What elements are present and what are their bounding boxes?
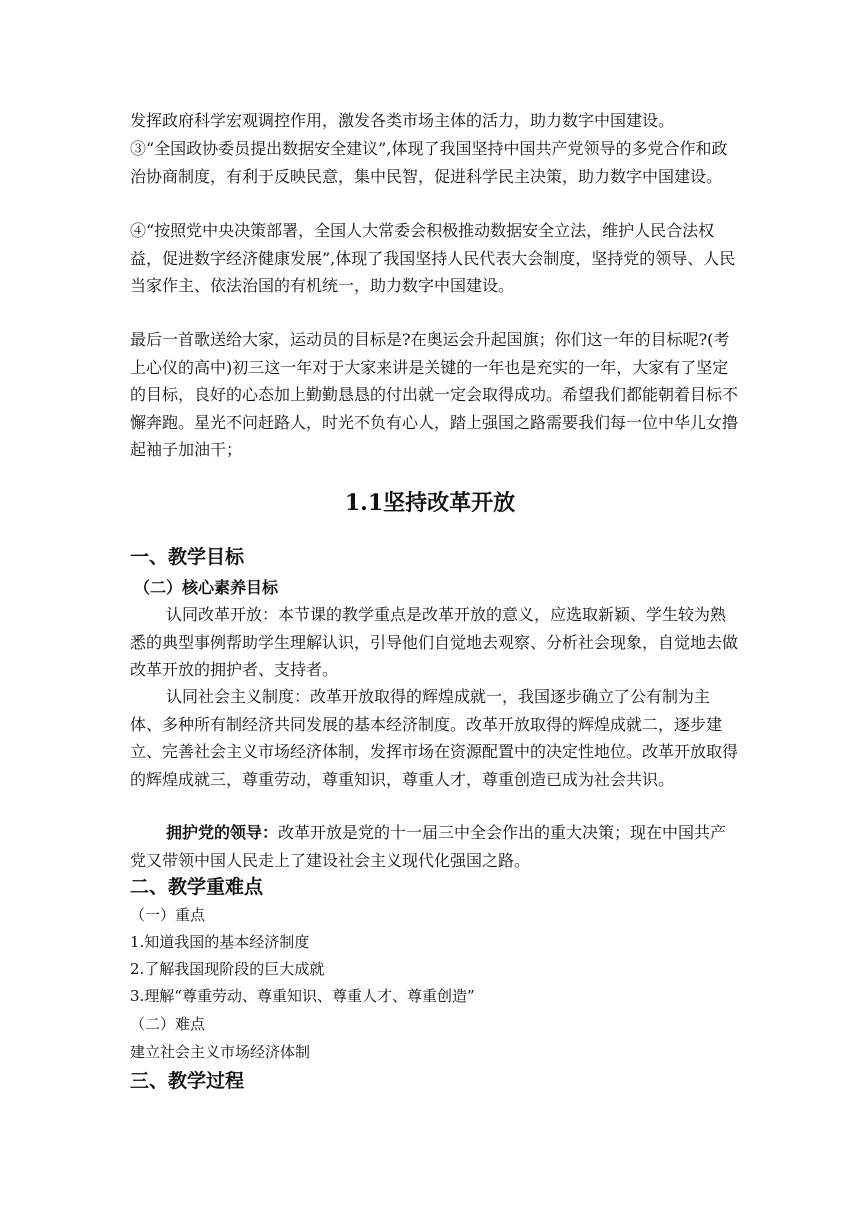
- difficult-point-item: 建立社会主义市场经济体制: [130, 1043, 311, 1061]
- section-key-difficult-points: 二、教学重难点: [130, 876, 264, 898]
- goal-party-leadership-lead: 拥护党的领导：: [166, 823, 279, 842]
- goal-party-leadership: [130, 819, 740, 874]
- closing-paragraph: 最后一首歌送给大家，运动员的目标是?在奥运会升起国旗；你们这一年的目标呢?(考上心仪的高中)初三这一年对于大家来讲是关键的一年也是充实的一年，大家有了坚定的目标，良好的心态加上勤勤恳恳的付出就一定会取得成功。希望我们都能朝着目标不懈奔跑。星光不问赶路人，时光不负有心人，踏上强国之路需要我们每一位中华儿女撸起袖子加油干；: [130, 330, 739, 459]
- paragraph-line: 发挥政府科学宏观调控作用，激发各类市场主体的活力，助力数字中国建设。: [130, 111, 675, 130]
- lesson-title: 1.1坚持改革开放: [344, 490, 516, 516]
- section-teaching-goals: 一、教学目标: [130, 546, 245, 568]
- paragraph-point-4: ④“按照党中央决策部署，全国人大常委会积极推动数据安全立法，维护人民合法权益，促进数字经济健康发展”,体现了我国坚持人民代表大会制度，坚持党的领导、人民当家作主、依法治国的有机统一，助力数字中国建设。: [130, 221, 736, 295]
- goal-reform-opening: 认同改革开放：本节课的教学重点是改革开放的意义，应选取新颖、学生较为熟悉的典型事例帮助学生理解认识，引导他们自觉地去观察、分析社会现象，自觉地去做改革开放的拥护者、支持者。: [130, 605, 739, 679]
- goal-socialist-system: 认同社会主义制度：改革开放取得的辉煌成就一，我国逐步确立了公有制为主体、多种所有制经济共同发展的基本经济制度。改革开放取得的辉煌成就二，逐步建立、完善社会主义市场经济体制，发挥市场在资源配置中的决定性地位。改革开放取得的辉煌成就三，尊重劳动，尊重知识，尊重人才，尊重创造已成为社会共识。: [130, 687, 739, 789]
- subsection-core-literacy: （二）核心素养目标: [134, 578, 279, 597]
- key-point-item: 3.理解“尊重劳动、尊重知识、尊重人才、尊重创造”: [130, 987, 475, 1005]
- key-points-label: （一）重点: [130, 906, 206, 924]
- key-point-item: 1.知道我国的基本经济制度: [130, 933, 310, 951]
- goal-party-leadership-text: 改革开放是党的十一届三中全会作出的重大决策；现在中国共产党又带领中国人民走上了建设社会主义现代化强国之路。: [130, 823, 727, 870]
- key-point-item: 2.了解我国现阶段的巨大成就: [130, 960, 325, 978]
- section-teaching-process: 三、教学过程: [130, 1070, 245, 1092]
- paragraph-point-3: ③“全国政协委员提出数据安全建议”,体现了我国坚持中国共产党领导的多党合作和政治协商制度，有利于反映民意，集中民智，促进科学民主决策，助力数字中国建设。: [130, 139, 728, 186]
- difficult-points-label: （二）难点: [130, 1015, 206, 1033]
